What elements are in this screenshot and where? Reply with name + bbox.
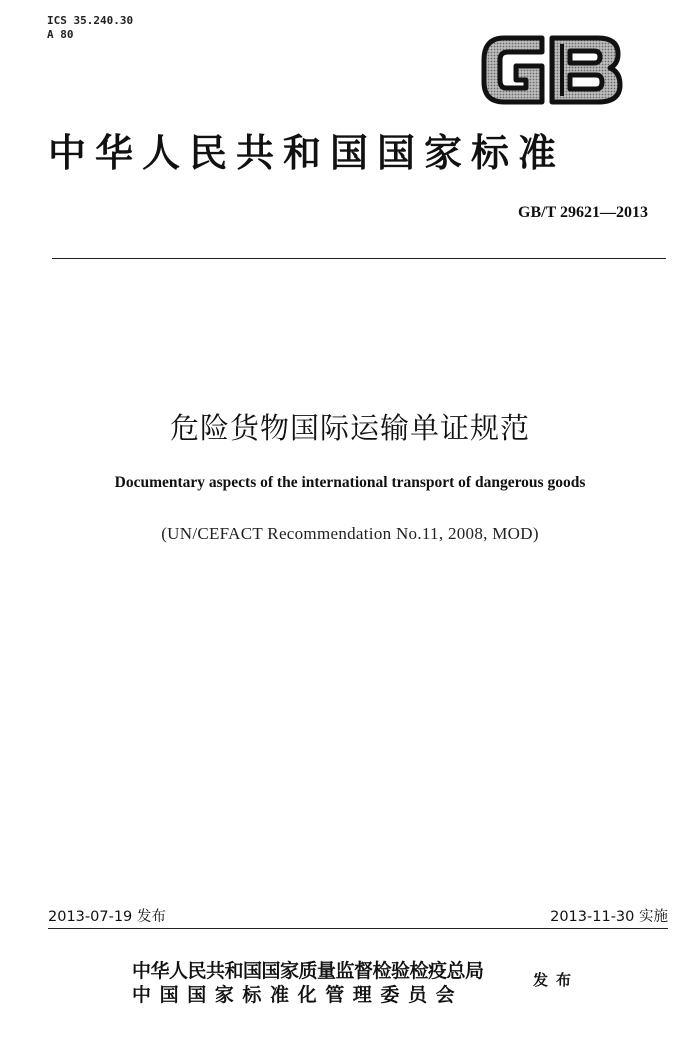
issuer-line-1: 中华人民共和国国家质量监督检验检疫总局 [132, 960, 484, 982]
gb-logo [478, 30, 626, 110]
classification-codes [47, 14, 133, 42]
implementation-date: 2013-11-30 实施 [550, 909, 668, 925]
publish-label: 发布 [533, 971, 580, 989]
header-divider [52, 258, 666, 259]
standard-type-title: 中华人民共和国国家标准 [48, 131, 566, 175]
document-title-chinese: 危险货物国际运输单证规范 [169, 411, 530, 445]
issuer-line-2: 中国国家标准化管理委员会 [132, 984, 464, 1006]
document-subtitle: (UN/CEFACT Recommendation No.11, 2008, MOD) [161, 524, 539, 543]
document-title-english: Documentary aspects of the international transport of dangerous goods [114, 474, 586, 491]
issue-date: 2013-07-19 发布 [48, 909, 166, 925]
footer-divider [48, 928, 668, 929]
ccs-code: A 80 [47, 28, 74, 41]
ics-code: ICS 35.240.30 [47, 14, 134, 27]
standard-number: GB/T 29621—2013 [518, 204, 648, 221]
